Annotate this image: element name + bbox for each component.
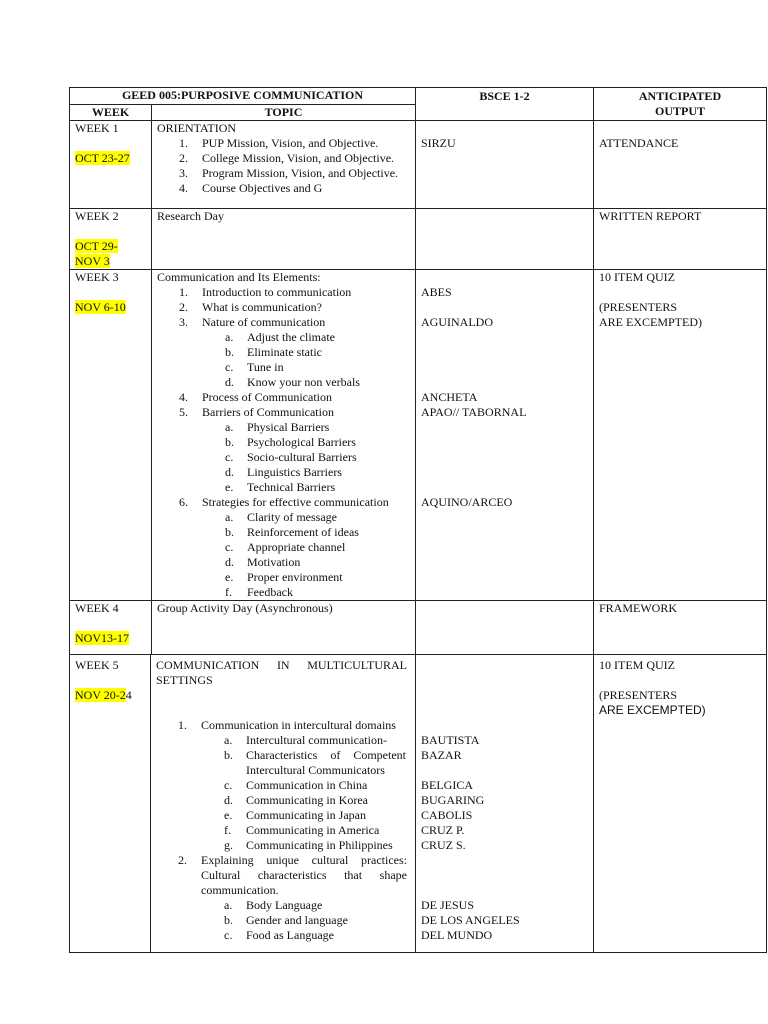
course-title: GEED 005:PURPOSIVE COMMUNICATION	[70, 88, 415, 105]
week5-item-2: 2. Explaining unique cultural practices: Cultural characteristics that shape communication.	[178, 853, 407, 897]
week5-item-1: 1. Communication in intercultural domains	[178, 718, 396, 732]
week3-label: WEEK 3	[75, 270, 119, 284]
week5-item-1g: g. Communicating in Philippines	[224, 838, 393, 852]
week2-output: WRITTEN REPORT	[599, 209, 702, 223]
week2-dates-line1: OCT 29-	[75, 239, 118, 253]
week2-label: WEEK 2	[75, 209, 119, 223]
header-row	[70, 88, 767, 121]
week3-item-5c: c. Socio-cultural Barriers	[225, 450, 357, 464]
week3-item-3: 3. Nature of communication	[179, 315, 326, 329]
week1-item-3: 3. Program Mission, Vision, and Objective.	[179, 166, 399, 180]
week3-item-4: 4. Process of Communication	[179, 390, 332, 404]
week3-item-6c: c. Appropriate channel	[225, 540, 346, 554]
week1-item-4: 4. Course Objectives and G	[179, 181, 323, 195]
week5-item-1d: d. Communicating in Korea	[224, 793, 368, 807]
week5-item-2a: a. Body Language	[224, 898, 323, 912]
week3-item-5: 5. Barriers of Communication	[179, 405, 334, 419]
week5-presenter-1: BAUTISTA	[421, 733, 480, 747]
week3-item-3d: d. Know your non verbals	[225, 375, 360, 389]
topic-header: TOPIC	[264, 105, 303, 119]
week3-heading: Communication and Its Elements:	[157, 270, 321, 284]
week5-heading-line2: SETTINGS	[156, 673, 213, 687]
week5-presenter-2: BAZAR	[421, 748, 462, 762]
week3-note-line1: (PRESENTERS	[599, 300, 678, 314]
week2-dates-line2: NOV 3	[75, 254, 110, 268]
week3-item-5b: b. Psychological Barriers	[225, 435, 356, 449]
week5-output: 10 ITEM QUIZ	[599, 658, 675, 672]
week3-item-6d: d. Motivation	[225, 555, 301, 569]
week1-item-1: 1. PUP Mission, Vision, and Objective.	[179, 136, 379, 150]
week3-presenter-2: AGUINALDO	[421, 315, 493, 329]
output-header-line2: OUTPUT	[654, 104, 705, 118]
week3-item-3a: a. Adjust the climate	[225, 330, 335, 344]
week3-item-5d: d. Linguistics Barriers	[225, 465, 342, 479]
week5-label: WEEK 5	[75, 658, 119, 672]
week5-heading-line1: COMMUNICATION IN MULTICULTURAL	[156, 658, 407, 672]
week1-dates: OCT 23-27	[75, 151, 130, 165]
week3-presenter-4: APAO// TABORNAL	[421, 405, 527, 419]
week3-item-3b: b. Eliminate static	[225, 345, 322, 359]
week4-label: WEEK 4	[75, 601, 119, 615]
week3-item-2: 2. What is communication?	[179, 300, 322, 314]
schedule-table	[69, 87, 767, 953]
week3-output: 10 ITEM QUIZ	[599, 270, 675, 284]
week5-item-2c: c. Food as Language	[224, 928, 334, 942]
week1-label: WEEK 1	[75, 121, 119, 135]
week3-note-line2: ARE EXCEMPTED)	[599, 315, 702, 329]
week3-presenter-3: ANCHETA	[421, 390, 478, 404]
week4-topic: Group Activity Day (Asynchronous)	[157, 601, 333, 615]
week5-presenter-8: DE JESUS	[421, 898, 475, 912]
week5-presenter-5: CABOLIS	[421, 808, 473, 822]
week5-note-line1: (PRESENTERS	[599, 688, 678, 702]
week5-presenter-9: DE LOS ANGELES	[421, 913, 520, 927]
week3-row	[70, 270, 767, 601]
week-header: WEEK	[70, 105, 152, 120]
week3-item-3c: c. Tune in	[225, 360, 284, 374]
week4-dates: NOV13-17	[75, 631, 129, 645]
week3-item-6a: a. Clarity of message	[225, 510, 337, 524]
week5-item-1e: e. Communicating in Japan	[224, 808, 366, 822]
week5-item-1c: c. Communication in China	[224, 778, 368, 792]
week1-output: ATTENDANCE	[599, 136, 679, 150]
week3-item-5a: a. Physical Barriers	[225, 420, 330, 434]
week5-item-1a: a. Intercultural communication-	[224, 733, 387, 747]
week5-item-1f: f. Communicating in America	[224, 823, 380, 837]
week3-item-6b: b. Reinforcement of ideas	[225, 525, 359, 539]
week2-row	[70, 209, 767, 270]
week3-item-6f: f. Feedback	[225, 585, 293, 599]
section-header: BSCE 1-2	[416, 88, 594, 121]
week5-presenter-10: DEL MUNDO	[421, 928, 493, 942]
week5-presenter-6: CRUZ P.	[421, 823, 465, 837]
week5-dates: NOV 20-24	[75, 688, 132, 702]
week3-item-6e: e. Proper environment	[225, 570, 343, 584]
output-header-line1: ANTICIPATED	[638, 89, 722, 103]
week3-presenter-5: AQUINO/ARCEO	[421, 495, 513, 509]
week4-output: FRAMEWORK	[599, 601, 678, 615]
output-header	[594, 88, 767, 121]
week5-presenter-3: BELGICA	[421, 778, 473, 792]
week3-presenter-1: ABES	[421, 285, 452, 299]
week5-presenter-7: CRUZ S.	[421, 838, 466, 852]
week1-row	[70, 121, 767, 209]
week3-item-1: 1. Introduction to communication	[179, 285, 352, 299]
week5-row	[70, 655, 767, 953]
week5-note-line2: ARE EXCEMPTED)	[599, 703, 706, 717]
week3-dates: NOV 6-10	[75, 300, 126, 314]
week1-item-2: 2. College Mission, Vision, and Objective.	[179, 151, 395, 165]
week5-presenter-4: BUGARING	[421, 793, 485, 807]
week4-row	[70, 601, 767, 655]
week1-heading: ORIENTATION	[157, 121, 237, 135]
week3-item-5e: e. Technical Barriers	[225, 480, 336, 494]
week2-topic: Research Day	[157, 209, 224, 223]
week5-item-2b: b. Gender and language	[224, 913, 348, 927]
week3-item-6: 6. Strategies for effective communication	[179, 495, 389, 509]
week5-item-1b: b. Characteristics of Competent Intercultural Communicators	[224, 748, 406, 777]
week1-presenter: SIRZU	[421, 136, 456, 150]
